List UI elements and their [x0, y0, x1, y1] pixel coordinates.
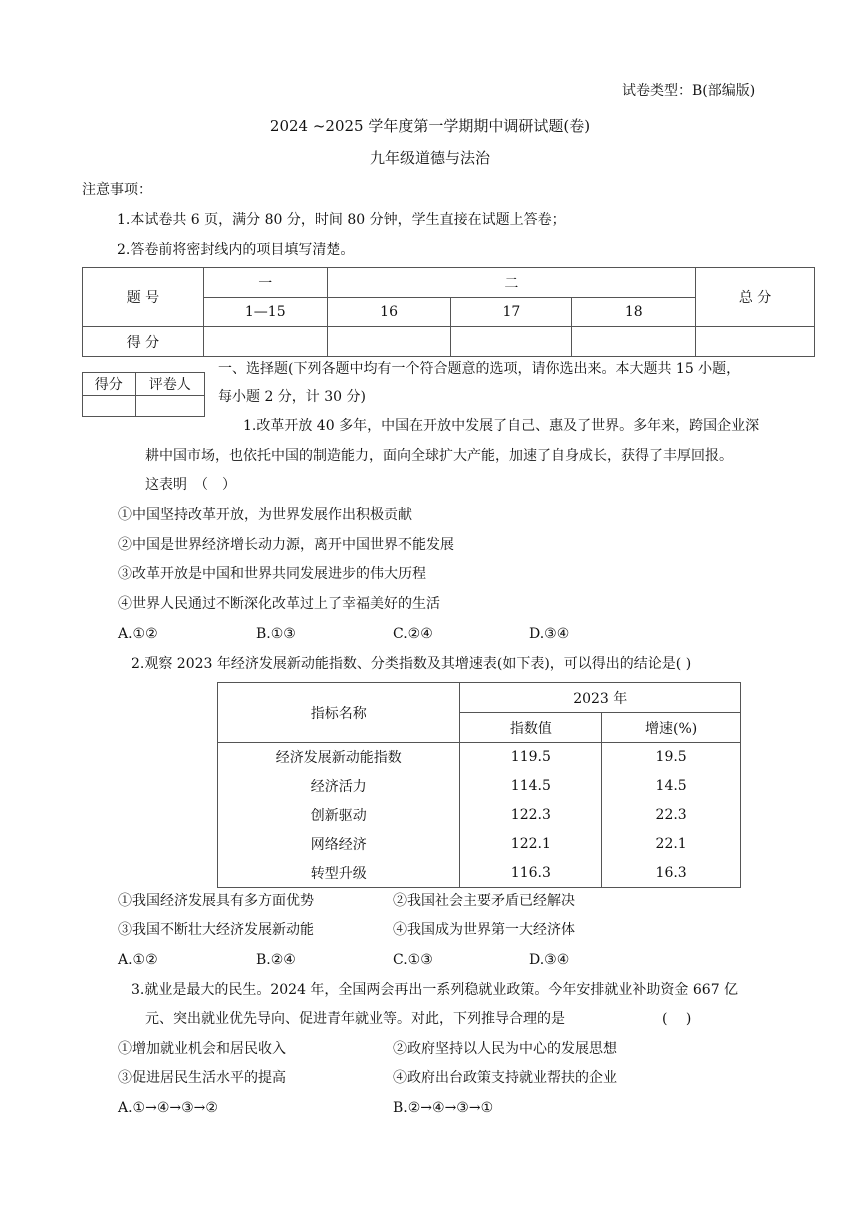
score-table-total: 总 分: [696, 268, 815, 327]
q1-choice-a[interactable]: A.①②: [118, 626, 158, 642]
table-row: [218, 830, 741, 859]
table-row: [218, 772, 741, 801]
q1-choice-d[interactable]: D.③④: [529, 626, 570, 642]
score-table-col: 18: [572, 298, 696, 327]
q2-choice-b[interactable]: B.②④: [256, 952, 296, 968]
index-name: 转型升级: [310, 865, 367, 882]
q1-choice-c[interactable]: C.②④: [393, 626, 433, 642]
score-cell[interactable]: [203, 327, 327, 357]
score-cell[interactable]: [451, 327, 572, 357]
table-row: [218, 743, 741, 772]
q1-stem-line2: 耕中国市场，也依托中国的制造能力，面向全球扩大产能，加速了自身成长，获得了丰厚回报。: [145, 448, 733, 464]
section1-heading-line2: 每小题 2 分，计 30 分): [218, 389, 366, 405]
score-table-part1: 一: [203, 268, 327, 298]
q1-option-2: ②中国是世界经济增长动力源，离开中国世界不能发展: [118, 537, 454, 553]
q3-stem-line2: 元、突出就业优先导向、促进青年就业等。对此，下列推导合理的是: [145, 1011, 565, 1027]
score-table: [82, 267, 815, 357]
q1-option-3: ③改革开放是中国和世界共同发展进步的伟大历程: [118, 566, 426, 582]
index-value: 114.5: [460, 772, 602, 801]
q3-option-3: ③促进居民生活水平的提高: [118, 1070, 286, 1086]
index-growth: 19.5: [602, 743, 741, 772]
section1-heading-line1: 一、选择题(下列各题中均有一个符合题意的选项，请你选出来。本大题共 15 小题，: [218, 361, 741, 377]
index-table: [217, 682, 741, 888]
q3-choice-a[interactable]: A.①→④→③→②: [118, 1100, 218, 1116]
q1-stem-line1: 1.改革开放 40 多年，中国在开放中发展了自己、惠及了世界。多年来，跨国企业深: [243, 418, 760, 434]
grader-label: 评卷人: [135, 373, 204, 396]
grader-name-cell[interactable]: [135, 396, 204, 417]
q2-option-2: ②我国社会主要矛盾已经解决: [393, 893, 575, 909]
index-value: 122.1: [460, 830, 602, 859]
q3-answer-bracket: ( ): [662, 1011, 692, 1027]
score-table-row-label: 题 号: [83, 268, 204, 327]
q2-choice-a[interactable]: A.①②: [118, 952, 158, 968]
exam-title: 2024 ~2025 学年度第一学期期中调研试题(卷): [269, 117, 591, 135]
index-value: 122.3: [460, 801, 602, 830]
index-value: 116.3: [460, 859, 602, 888]
q3-option-4: ④政府出台政策支持就业帮扶的企业: [393, 1070, 617, 1086]
index-name: 创新驱动: [310, 808, 367, 824]
index-value: 119.5: [460, 743, 602, 772]
q2-stem: 2.观察 2023 年经济发展新动能指数、分类指数及其增速表(如下表)，可以得出的结论是( ): [131, 656, 692, 672]
score-cell-total[interactable]: [696, 327, 815, 357]
q1-option-1: ①中国坚持改革开放，为世界发展作出积极贡献: [118, 507, 412, 523]
index-table-year: 2023 年: [460, 683, 741, 713]
notice-heading: 注意事项：: [82, 182, 152, 198]
score-table-col: 1—15: [203, 298, 327, 327]
score-cell[interactable]: [327, 327, 451, 357]
q2-choice-c[interactable]: C.①③: [393, 952, 433, 968]
q2-option-4: ④我国成为世界第一大经济体: [393, 922, 575, 938]
index-table-col-index: 指数值: [460, 713, 602, 743]
exam-subject: 九年级道德与法治: [369, 149, 490, 167]
index-name: 经济发展新动能指数: [275, 750, 402, 767]
score-cell[interactable]: [572, 327, 696, 357]
index-growth: 22.1: [602, 830, 741, 859]
score-table-col: 17: [451, 298, 572, 327]
index-growth: 14.5: [602, 772, 741, 801]
q1-stem-line3: 这表明 （ ）: [145, 477, 236, 493]
q2-choice-d[interactable]: D.③④: [529, 952, 570, 968]
paper-type: 试卷类型：B(部编版): [622, 83, 756, 99]
index-table-col-name: 指标名称: [218, 683, 460, 743]
index-table-col-growth: 增速(%): [602, 713, 741, 743]
q1-choice-b[interactable]: B.①③: [256, 626, 296, 642]
q2-option-3: ③我国不断壮大经济发展新动能: [118, 922, 314, 938]
index-name: 经济活力: [310, 779, 367, 795]
q3-option-1: ①增加就业机会和居民收入: [118, 1041, 286, 1057]
grader-score-cell[interactable]: [83, 396, 136, 417]
grader-box: [82, 372, 205, 417]
score-table-score-label: 得 分: [83, 327, 204, 357]
grader-score-label: 得分: [83, 373, 136, 396]
notice-item-1: 1.本试卷共 6 页，满分 80 分，时间 80 分钟，学生直接在试题上答卷；: [117, 212, 566, 228]
q1-option-4: ④世界人民通过不断深化改革过上了幸福美好的生活: [118, 596, 440, 612]
q3-choice-b[interactable]: B.②→④→③→①: [393, 1100, 494, 1116]
table-row: [218, 859, 741, 888]
index-growth: 22.3: [602, 801, 741, 830]
score-table-col: 16: [327, 298, 451, 327]
notice-item-2: 2.答卷前将密封线内的项目填写清楚。: [117, 242, 355, 258]
q3-option-2: ②政府坚持以人民为中心的发展思想: [393, 1041, 617, 1057]
q2-option-1: ①我国经济发展具有多方面优势: [118, 893, 314, 909]
table-row: [218, 801, 741, 830]
index-name: 网络经济: [310, 837, 367, 853]
q3-stem-line1: 3.就业是最大的民生。2024 年，全国两会再出一系列稳就业政策。今年安排就业补助资金 667 亿: [131, 982, 739, 998]
score-table-part2: 二: [327, 268, 695, 298]
index-growth: 16.3: [602, 859, 741, 888]
